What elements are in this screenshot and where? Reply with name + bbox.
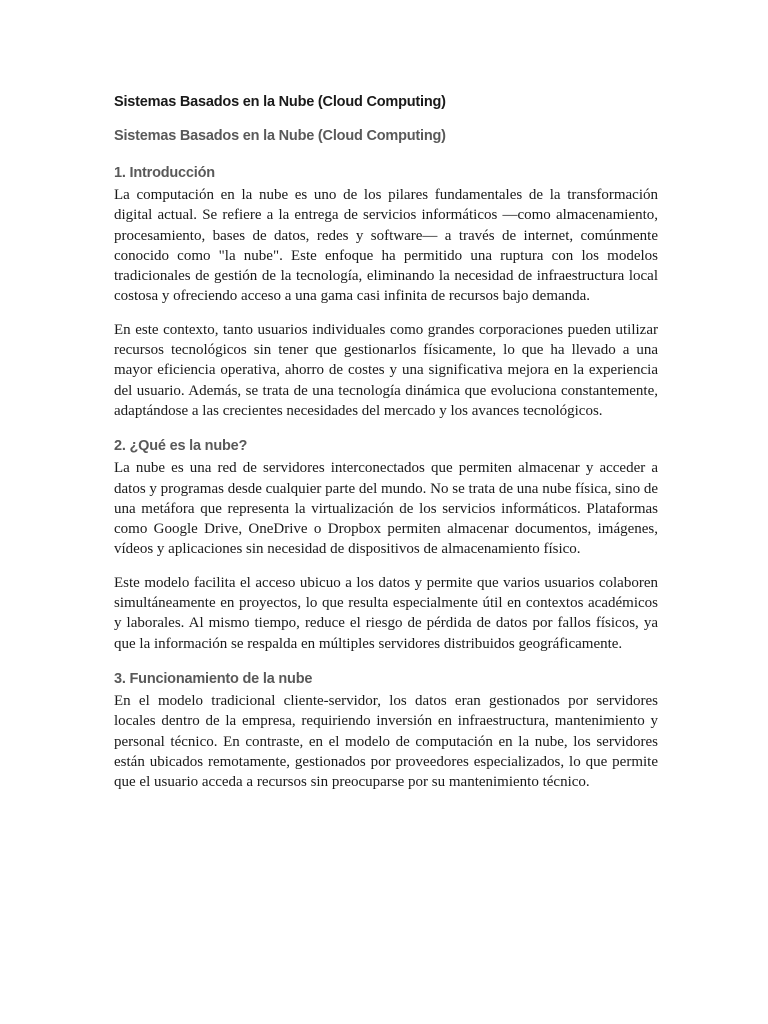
paragraph: La nube es una red de servidores interconectados que permiten almacenar y acceder a datos y programas desde cualquier parte del mundo. No se trata de una nube física, sino de una metáfora que representa la virtualización de los servicios informáticos. Plataformas como Google Drive, OneDrive o Dropbox permiten almacenar documentos, imágenes, vídeos y aplicaciones sin necesidad de dispositivos de almacenamiento físico. [114,460,658,558]
section-que-es-la-nube [114,434,658,654]
paragraph: La computación en la nube es uno de los pilares fundamentales de la transformación digital actual. Se refiere a la entrega de servicios informáticos —como almacenamiento, procesamiento, bases de datos, redes y software— a través de internet, comúnmente conocido como "la nube". Este enfoque ha permitido una ruptura con los modelos tradicionales de gestión de la tecnología, eliminando la necesidad de infraestructura local costosa y ofreciendo acceso a una gama casi infinita de recursos bajo demanda. [114,187,658,305]
section-heading: 3. Funcionamiento de la nube [114,670,313,687]
paragraph: En el modelo tradicional cliente-servidor, los datos eran gestionados por servidores locales dentro de la empresa, requiriendo inversión en infraestructura, mantenimiento y personal técnico. En contraste, en el modelo de computación en la nube, los servidores están ubicados remotamente, gestionados por proveedores especializados, lo que permite que el usuario acceda a recursos sin preocuparse por su mantenimiento técnico. [114,692,658,791]
section-heading: 2. ¿Qué es la nube? [114,438,248,455]
document-title: Sistemas Basados en la Nube (Cloud Computing) [114,94,446,110]
document-body [114,90,658,792]
section-heading: 1. Introducción [114,165,215,181]
paragraph: En este contexto, tanto usuarios individuales como grandes corporaciones pueden utilizar recursos tecnológicos sin tener que gestionarlos físicamente, lo que ha llevado a una mayor eficiencia operativa, ahorro de costes y una significativa mejora en la experiencia del usuario. Además, se trata de una tecnología dinámica que evoluciona constantemente, adaptándose a las crecientes necesidades del mercado y los avances tecnológicos. [114,321,658,419]
section-funcionamiento [114,667,658,792]
document-subtitle: Sistemas Basados en la Nube (Cloud Computing) [114,128,446,144]
paragraph: Este modelo facilita el acceso ubicuo a los datos y permite que varios usuarios colaboren simultáneamente en proyectos, lo que resulta especialmente útil en contextos académicos y laborales. Al mismo tiempo, reduce el riesgo de pérdida de datos por fallos físicos, ya que la información se respalda en múltiples servidores distribuidos geográficamente. [114,574,658,652]
section-introduccion [114,161,658,421]
